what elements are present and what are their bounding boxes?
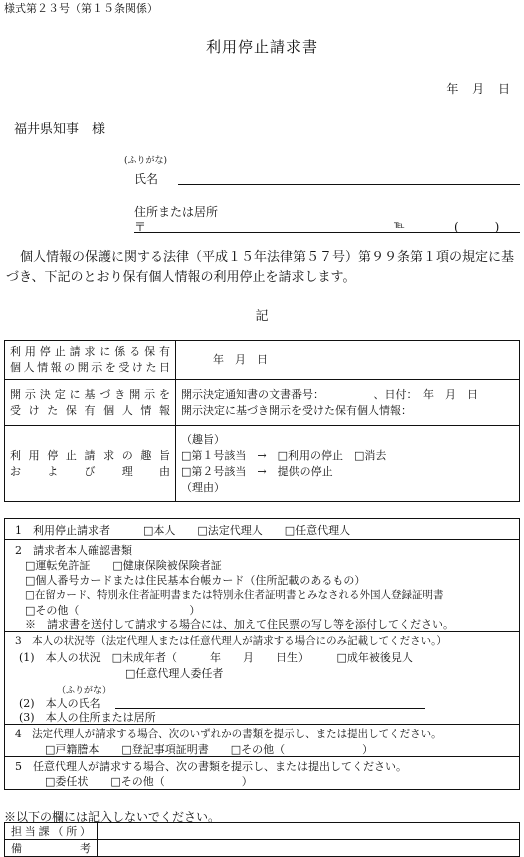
request-date[interactable]: 年 月 日: [446, 82, 510, 96]
purpose-reason-label: 利用停止請求の趣旨 および理由: [5, 426, 176, 502]
name-label: 氏名: [134, 172, 159, 186]
remarks-label: 備考: [5, 840, 98, 857]
request-statement: 個人情報の保護に関する法律（平成１５年法律第５７号）第９９条第１項の規定に基づき、下記のとおり保有個人情報の利用停止を請求します。: [6, 250, 515, 285]
principal-address-label: (3) 本人の住所または居所: [19, 711, 156, 724]
principal-status-delegator[interactable]: □任意代理人委任者: [125, 667, 224, 680]
id-docs-note: ※ 請求書を送付して請求する場合には、加えて住民票の写し等を添付してください。: [25, 618, 454, 631]
tel-icon: ℡: [394, 220, 405, 231]
id-docs-option-c[interactable]: □在留カード、特別永住者証明書または特別永住者証明書とみなされる外国人登録証明書: [25, 589, 444, 601]
disclosure-date-label: 利用停止請求に係る保有 個人情報の開示を受けた日: [5, 341, 176, 380]
principal-status-title: 3 本人の状況等（法定代理人または任意代理人が請求する場合にのみ記載してください。）: [15, 635, 447, 647]
page-title: 利用停止請求書: [205, 38, 318, 56]
divider: [5, 756, 519, 757]
request-detail-table: [4, 340, 520, 502]
requester-info-box: [4, 518, 520, 790]
postal-mark: 〒: [134, 220, 147, 234]
divider: [5, 631, 519, 632]
id-docs-option-other[interactable]: □その他（ ）: [25, 604, 201, 617]
id-docs-option-a[interactable]: □運転免許証 □健康保険被保険者証: [25, 559, 222, 572]
legal-agent-docs-title: 4 法定代理人が請求する場合、次のいずれかの書類を提示し、または提出してください。: [15, 728, 442, 740]
voluntary-agent-docs-title: 5 任意代理人が請求する場合、次の書類を提示し、または提出してください。: [15, 760, 407, 773]
principal-furigana-label: （ふりがな）: [57, 686, 112, 696]
voluntary-agent-docs-options[interactable]: □委任状 □その他（ ）: [45, 775, 253, 788]
name-field[interactable]: [178, 184, 520, 185]
tel-field[interactable]: ( ): [454, 220, 500, 234]
addressee: 福井県知事 様: [14, 122, 106, 137]
name-furigana-label: (ふりがな): [124, 156, 168, 166]
legal-agent-docs-options[interactable]: □戸籍謄本 □登記事項証明書 □その他（ ）: [45, 743, 374, 756]
department-label: 担当課（所）: [5, 823, 98, 840]
disclosure-date-field[interactable]: 年 月 日: [176, 341, 520, 380]
ki-heading: 記: [255, 309, 269, 324]
id-docs-title: 2 請求者本人確認書類: [15, 544, 132, 557]
principal-status-row[interactable]: (1) 本人の状況 □未成年者（ 年 月 日生） □成年被後見人: [19, 651, 413, 664]
divider: [5, 724, 519, 725]
purpose-reason-field[interactable]: （趣旨） □第１号該当 → □利用の停止 □消去 □第２号該当 → 提供の停止 （理由）: [176, 426, 520, 502]
department-field: [98, 823, 520, 840]
requester-type-row[interactable]: 1 利用停止請求者 □本人 □法定代理人 □任意代理人: [15, 524, 351, 537]
remarks-field: [98, 840, 520, 857]
address-label: 住所または居所: [134, 205, 219, 219]
divider: [5, 539, 519, 540]
office-use-note: ※以下の欄には記入しないでください。: [4, 810, 221, 824]
id-docs-option-b[interactable]: □個人番号カードまたは住民基本台帳カード（住所記載のあるもの）: [25, 574, 366, 587]
form-number: 様式第２３号（第１５条関係）: [4, 2, 158, 15]
disclosed-info-field[interactable]: 開示決定通知書の文書番号： 、日付： 年 月 日 開示決定に基づき開示を受けた保有個人情報：: [176, 380, 520, 426]
principal-name-label: (2) 本人の氏名: [19, 697, 101, 710]
disclosed-info-label: 開示決定に基づき開示を 受けた保有個人情報: [5, 380, 176, 426]
office-use-table: [4, 822, 520, 857]
